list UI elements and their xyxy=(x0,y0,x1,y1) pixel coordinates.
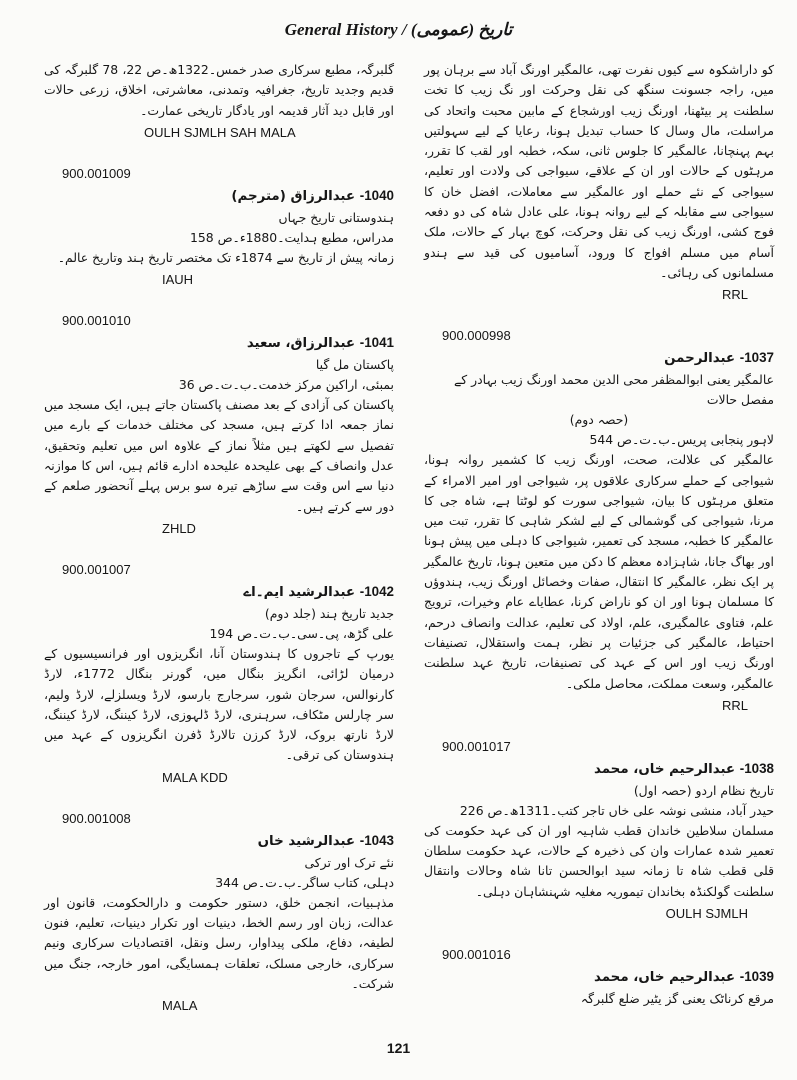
library-code: OULH SJMLH xyxy=(665,906,748,922)
author-name: عبدالرشید خاں xyxy=(257,833,356,849)
entry-heading xyxy=(424,347,774,370)
author-name: عبدالرزاق، سعید xyxy=(246,336,356,352)
entry-continued xyxy=(44,60,394,140)
entry-text: پاکستان کی آزادی کے بعد مصنف پاکستان جاتے ہیں، ایک مسجد میں نماز جمعہ ادا کرتے ہیں، مسجد کی مختلف خدمات کے بارے میں تفصیل سے لکھتے ہیں مثلاً نماز کے علاوہ اس میں تعلیم وتحقیق، عدل وانصاف کے بھی علیحدہ علیحدہ ادارے قائم ہیں، اس کا موازنہ دنیا سے اس وقت سے ساڑھے تیرہ سو برس پہلے آنحضور صلعم کے دور سے کرتے ہیں۔ xyxy=(44,397,394,514)
book-title: مرقع کرناٹک یعنی گز یٹیر ضلع گلبرگہ xyxy=(580,991,774,1007)
imprint: بمبئی، اراکین مرکز خدمت۔ب۔ت۔ص 36 xyxy=(178,377,394,393)
library-code: RRL xyxy=(721,287,748,303)
entry-number: 1037- xyxy=(739,350,774,366)
entry-number: 1043- xyxy=(359,832,394,848)
entry-text: زمانہ پیش از تاریخ سے 1874ء تک مختصر تاریخ ہند وتاریخ عالم۔ xyxy=(57,249,394,265)
imprint: لاہور پنجابی پریس۔ب۔ت۔ص 544 xyxy=(589,432,774,448)
book-title: عالمگیر یعنی ابوالمظفر محی الدین محمد اورنگ زیب بہادر کے مفصل حالات xyxy=(454,372,774,408)
accession-number: 900.001010 xyxy=(62,313,131,329)
book-title: جدید تاریخ ہند (جلد دوم) xyxy=(264,605,394,621)
entry-text: یورپ کے تاجروں کا ہندوستان آنا، انگریزوں اور فرانسیسیوں کے درمیان لڑائی، انگریز بنگال میں، گورنر بنگال 1772ء، لارڈ کارنوالس، سرجان شور، سرجارج بارسو، لارڈ ویسلزلے، لارڈ ولیم، سر چارلس مٹکاف، سرہنری، لارڈ ڈلہوزی، لارڈ کیننگ، لارڈ کیننگ، لارڈ نارتھ بروک، لارڈ کرزن تالارڈ ڈفرن انگریزوں کے عہد میں ہندوستان کی ترقی۔ xyxy=(44,645,395,763)
volume-part: (حصہ دوم) xyxy=(569,412,629,428)
imprint: علی گڑھ، پی۔سی۔ب۔ت۔ص 194 xyxy=(209,625,394,641)
library-code: MALA xyxy=(162,998,198,1014)
accession-number: 900.001007 xyxy=(62,561,131,577)
entry-heading xyxy=(44,830,394,853)
entry-1040 xyxy=(44,166,394,287)
library-code: OULH SJMLH SAH MALA xyxy=(144,124,296,140)
author-name: عبدالرحیم خاں، محمد xyxy=(593,970,736,986)
library-code: ZHLD xyxy=(162,520,196,536)
entry-number: 1041- xyxy=(359,335,394,351)
library-code: IAUH xyxy=(162,272,194,288)
imprint: حیدر آباد، منشی نوشہ علی خاں تاجر کتب۔1311ھ۔ص 226 xyxy=(459,802,774,818)
entry-heading xyxy=(424,966,774,989)
left-column xyxy=(44,60,394,1013)
page-number: 121 xyxy=(386,1040,411,1056)
right-column xyxy=(424,60,774,1009)
entry-number: 1038- xyxy=(739,760,774,776)
entry-number: 1039- xyxy=(739,969,774,985)
imprint: دہلی، کتاب ساگر۔ب۔ت۔ص 344 xyxy=(215,874,394,890)
entry-1039 xyxy=(424,947,774,1009)
entry-heading xyxy=(44,332,394,355)
library-code: MALA KDD xyxy=(162,769,228,785)
entry-number: 1040- xyxy=(359,187,394,203)
entry-heading xyxy=(44,581,394,604)
entry-heading xyxy=(424,758,774,781)
entry-text: عالمگیر کی علالت، صحت، اورنگ زیب کا کشمیر روانہ ہونا، شیواجی کے حملے سرکاری علاقوں پر، شیواجی اور امیر الامراء کے متعلق مرہٹوں کا بیان، شیواجی سورت کو لوٹتا ہے، شاہ جی کا مرنا، شیواجی کی گوشمالی کے لیے لشکر شاہی کا تقرر، تبت میں عالمگیر کا خطبہ، مسجد کی تعمیر، شیواجی کا دہلی میں پیش ہونا اور بھاگ جانا، شاہزادہ معظم کا دکن میں متعین ہونا، تاریخ عالمگیر پر ایک نظر، عالمگیر کا انتقال، صفات وخصائل اورنگ زیب، ہندوؤں کا مسلمان ہونا اور ان کو ناراض کرنا، عطایاے عام وخیرات، ترویج علم، فتاوی عالمگیری، علم، اولاد کی تعلیم، عدالت وانصاف درحم، احتیاط، عالمگیر کی جزئیات پر نظر، ہمت واستقلال، تصنیفات اورنگ زیب اور اس کے عہد کی تصنیفات، تاریخ عہد سلطنت عالمگیر، وسعت مملکت، محاصل ملکی۔ xyxy=(424,452,774,691)
entry-1038 xyxy=(424,739,774,921)
accession-number: 900.000998 xyxy=(442,328,511,344)
entry-number: 1042- xyxy=(359,583,394,599)
author-name: عبدالرزاق (مترجم) xyxy=(231,188,356,204)
entry-continued xyxy=(424,60,774,302)
entry-heading xyxy=(44,185,394,208)
accession-number: 900.001016 xyxy=(442,947,511,963)
entry-1041 xyxy=(44,313,394,536)
entry-text: مذہبیات، انجمن خلق، دستور حکومت و دارالحکومت، قانون اور عدالت، زبان اور رسم الخط، دینیات اور تکرار دینیات، تعلیم، فنون لطیفہ، دفاع، ملکی پیداوار، رسل ونقل، اقتصادیات سرکاری ونیم سرکاری، خارجی مسلک، تعلقات ہمسایگی، امور خارجہ، جنگ میں شرکت۔ xyxy=(44,894,394,991)
accession-number: 900.001009 xyxy=(62,165,131,181)
entry-1042 xyxy=(44,562,394,785)
book-title: ہندوستانی تاریخ جہاں xyxy=(278,209,394,225)
imprint: مدراس، مطبع ہدایت۔1880ء۔ص 158 xyxy=(189,229,394,245)
entry-1037 xyxy=(424,328,774,713)
author-name: عبدالرحمن xyxy=(664,351,736,367)
accession-number: 900.001017 xyxy=(442,738,511,754)
author-name: عبدالرشید ایم۔اے xyxy=(243,584,356,600)
book-title: نئے ترک اور ترکی xyxy=(304,854,394,870)
accession-number: 900.001008 xyxy=(62,810,131,826)
library-code: RRL xyxy=(721,697,748,713)
author-name: عبدالرحیم خاں، محمد xyxy=(593,761,736,777)
page-header: General History / تاریخ (عمومی) xyxy=(284,20,513,39)
entry-text: کو داراشکوہ سے کیوں نفرت تھی، عالمگیر اورنگ آباد سے برہان پور میں، راجہ جسونت سنگھ کی نقل وحرکت اور نگ زیب کا تخت سلطنت پر بیٹھنا، اورنگ زیب اورشجاع کے مابین محبت واتحاد کی مراسلت، مال وسال کا حساب تبدیل ہونا، رعایا کے لیے سہولتیں بہم پہنچانا، عالمگیر کا جلوس ثانی، سکہ، خطبہ اور لقب کا تقرر، مرہٹوں کے حالات اور ان کے علاقے، سیواجی کی ولادت اور تعلیم، سیواجی کے نئے حملے اور عالمگیر سے معاملات، افضل خان کا سیواجی سے مقابلہ کے لیے روانہ ہونا، علی عادل شاہ کی دو دفعہ فوج کشی، اورنگ زیب کی نقل وحرکت، کوچ بہار کے حالات، ملک آسام میں مسلم افواج کا ورود، آسامیوں کی قید سے ہندو مسلمانوں کی رہائی۔ xyxy=(424,62,774,280)
book-title: پاکستان مل گیا xyxy=(315,357,394,373)
book-title: تاریخ نظام اردو (حصہ اول) xyxy=(633,782,774,798)
entry-text: مسلمان سلاطین خاندان قطب شاہیہ اور ان کی عہد حکومت کی تعمیر شدہ عمارات وان کی ذخیرہ کے حالات، عہد حکومت سلطان قلی قطب شاہ تا زمانہ سید ابوالحسن تانا شاہ وحالات وانتقال سلطنت گولکنڈہ بخاندان تیموریہ مغلیہ شہنشاہان دہلی۔ xyxy=(424,822,774,899)
entry-1043 xyxy=(44,811,394,1013)
entry-text: گلبرگہ، مطبع سرکاری صدر خمس۔1322ھ۔ص 22، 78 گلبرگہ کی قدیم وجدید تاریخ، جغرافیہ وتمدنی، معاشرتی، اخلاق، زرعی حالات اور قابل دید آثار قدیمہ اور یادگار تاریخی عمارت۔ xyxy=(44,62,394,118)
